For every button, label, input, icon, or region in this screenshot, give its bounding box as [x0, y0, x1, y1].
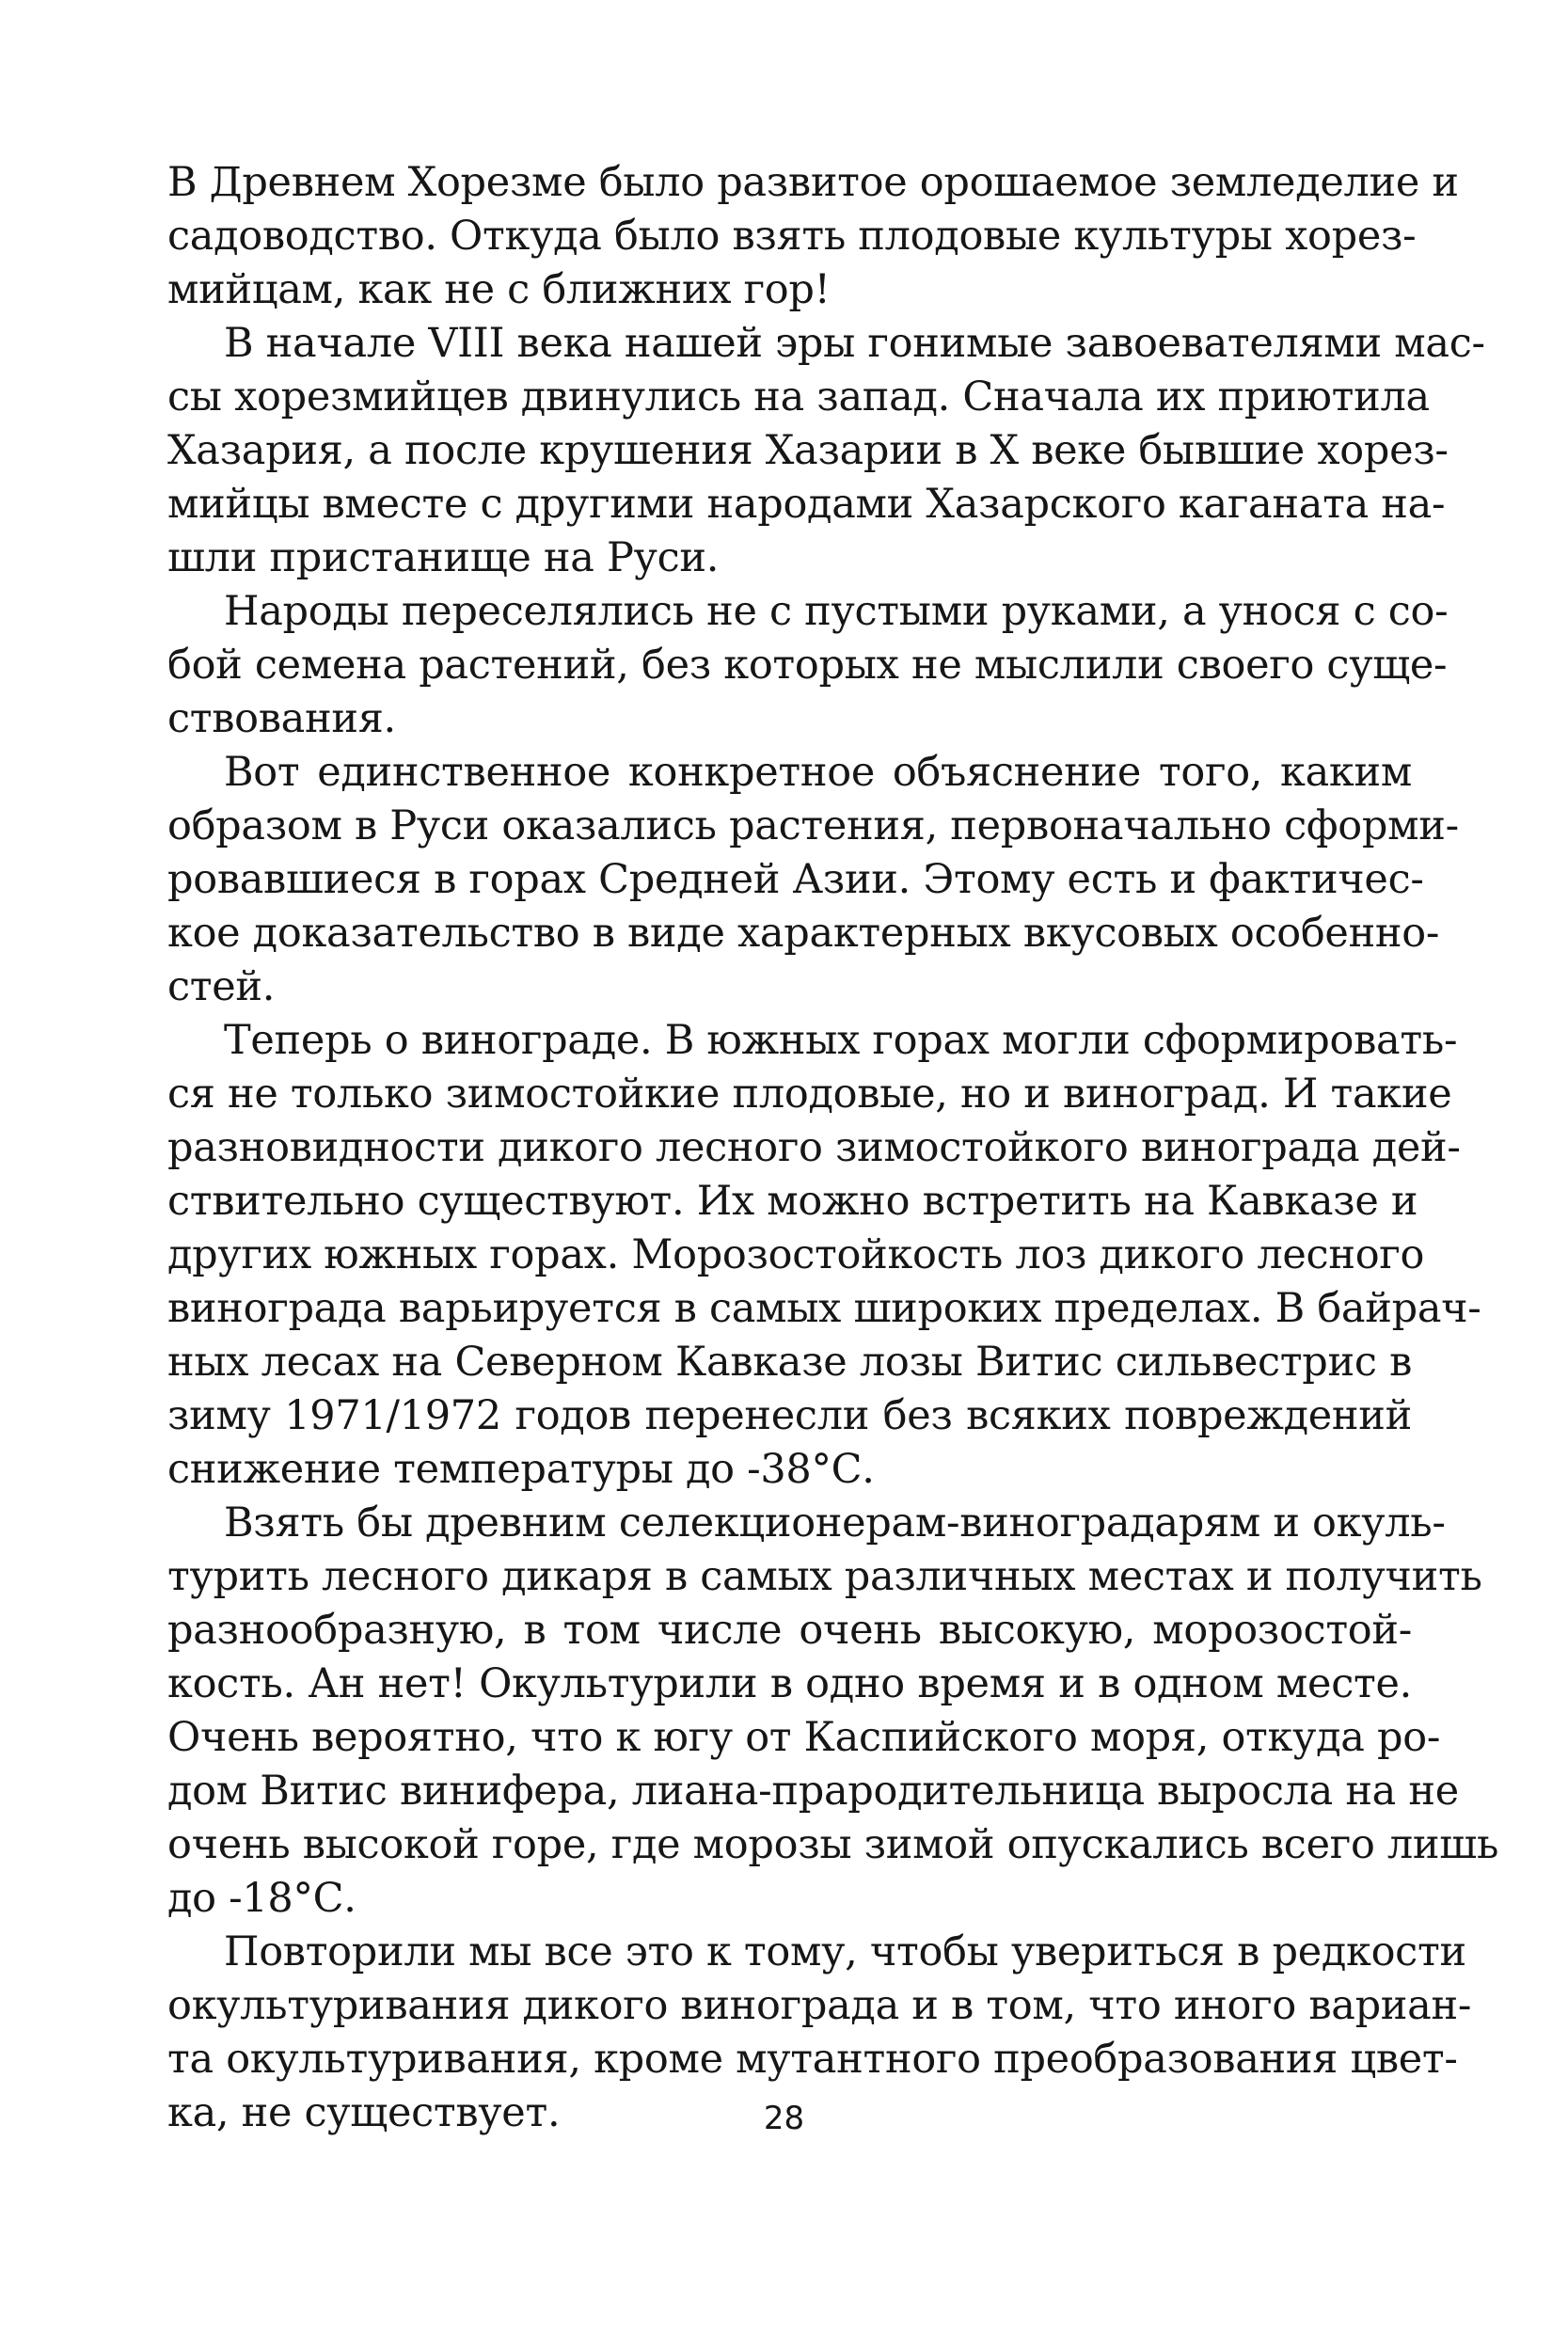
paragraph-5 [167, 1014, 1481, 1497]
text-line: Народы переселялись не с пустыми руками, а унося с со- [224, 588, 1449, 635]
text-line: образом в Руси оказались растения, первоначально сформи- [167, 802, 1459, 849]
text-line: ных лесах на Северном Кавказе лозы Витис сильвестрис в [167, 1339, 1412, 1386]
paragraph-1 [167, 156, 1459, 317]
text-line: кость. Ан нет! Окультурили в одно время и в одном месте. [167, 1660, 1412, 1707]
text-line: разновидности дикого лесного зимостойкого винограда дей- [167, 1124, 1461, 1171]
text-line: очень высокой горе, где морозы зимой опускались всего лишь [167, 1821, 1499, 1868]
paragraph-3 [167, 585, 1449, 746]
text-line: ствования. [167, 695, 396, 742]
body-text [167, 156, 1499, 2140]
text-line: сы хорезмийцев двинулись на запад. Сначала их приютила [167, 373, 1430, 420]
text-line: Взять бы древним селекционерам-виноградарям и окуль- [224, 1499, 1446, 1547]
paragraph-2 [167, 317, 1485, 585]
page-number: 28 [763, 2100, 805, 2137]
text-line: Вот единственное конкретное объяснение того, каким [224, 749, 1412, 796]
text-line: садоводство. Откуда было взять плодовые культуры хорез- [167, 213, 1417, 260]
text-line: ствительно существуют. Их можно встретить на Кавказе и [167, 1178, 1418, 1225]
text-line: окультуривания дикого винограда и в том, что иного вариан- [167, 1982, 1472, 2029]
text-line: до -18°С. [167, 1875, 356, 1922]
text-line: мийцам, как не с ближних гор! [167, 266, 831, 313]
text-line: ровавшиеся в горах Средней Азии. Этому есть и фактичес- [167, 856, 1424, 903]
text-line: зиму 1971/1972 годов перенесли без всяких повреждений [167, 1392, 1412, 1439]
text-line: дом Витис винифера, лиана-прародительница выросла на не [167, 1768, 1459, 1815]
text-line: винограда варьируется в самых широких пределах. В байрач- [167, 1285, 1481, 1332]
text-line: разнообразную, в том числе очень высокую, морозостой- [167, 1607, 1412, 1654]
text-line: Хазария, а после крушения Хазарии в X веке бывшие хорез- [167, 427, 1449, 474]
text-line: Теперь о винограде. В южных горах могли сформировать- [224, 1017, 1458, 1064]
text-line: других южных горах. Морозостойкость лоз дикого лесного [167, 1231, 1425, 1278]
text-line: та окультуривания, кроме мутантного преобразования цвет- [167, 2036, 1458, 2083]
text-line: ка, не существует. [167, 2089, 561, 2136]
text-line: мийцы вместе с другими народами Хазарского каганата на- [167, 481, 1446, 528]
text-line: ся не только зимостойкие плодовые, но и виноград. И такие [167, 1071, 1452, 1118]
text-line: В начале VIII века нашей эры гонимые завоевателями мас- [224, 320, 1485, 367]
paragraph-4 [167, 746, 1459, 1014]
text-line: Очень вероятно, что к югу от Каспийского моря, откуда ро- [167, 1714, 1441, 1761]
text-line: стей. [167, 963, 276, 1010]
text-line: турить лесного дикаря в самых различных местах и получить [167, 1553, 1482, 1600]
paragraph-6 [167, 1497, 1499, 1926]
text-line: В Древнем Хорезме было развитое орошаемое земледелие и [167, 159, 1459, 206]
text-line: шли пристанище на Руси. [167, 534, 720, 581]
text-line: бой семена растений, без которых не мыслили своего суще- [167, 642, 1448, 689]
text-line: Повторили мы все это к тому, чтобы увериться в редкости [224, 1928, 1466, 1975]
text-line: кое доказательство в виде характерных вкусовых особенно- [167, 910, 1440, 957]
text-line: снижение температуры до -38°С. [167, 1446, 875, 1493]
